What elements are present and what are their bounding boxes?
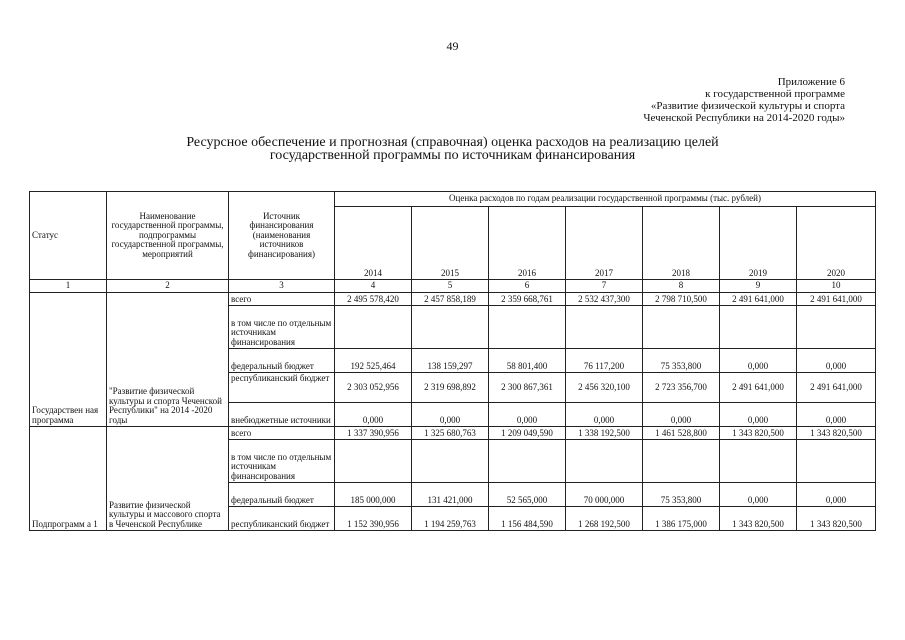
value-cell <box>720 306 797 349</box>
table-row <box>30 427 876 440</box>
value-cell: 2 491 641,000 <box>797 293 876 306</box>
source-cell: федеральный бюджет <box>229 349 335 373</box>
source-cell: в том числе по отдельным источникам финансирования <box>229 306 335 349</box>
value-cell <box>489 306 566 349</box>
header-year: 2014 <box>335 207 412 280</box>
value-cell: 52 565,000 <box>489 483 566 507</box>
value-cell: 1 194 259,763 <box>412 507 489 531</box>
value-cell: 1 343 820,500 <box>797 507 876 531</box>
value-cell: 1 337 390,956 <box>335 427 412 440</box>
value-cell <box>412 306 489 349</box>
value-cell: 192 525,464 <box>335 349 412 373</box>
value-cell: 0,000 <box>643 403 720 427</box>
value-cell: 0,000 <box>797 403 876 427</box>
value-cell: 2 491 641,000 <box>720 373 797 403</box>
value-cell <box>566 306 643 349</box>
header-year: 2018 <box>643 207 720 280</box>
header-name: Наименование государственной программы, подпрограммы государственной программы, мероприятий <box>107 192 229 280</box>
value-cell <box>335 440 412 483</box>
value-cell: 2 303 052,956 <box>335 373 412 403</box>
page-number: 49 <box>446 39 459 53</box>
value-cell <box>412 440 489 483</box>
header-estimate: Оценка расходов по годам реализации государственной программы (тыс. рублей) <box>335 192 876 207</box>
source-cell: федеральный бюджет <box>229 483 335 507</box>
value-cell: 0,000 <box>335 403 412 427</box>
program-name-cell: "Развитие физической культуры и спорта Чеченской Республики" на 2014 -2020 годы <box>107 293 229 427</box>
value-cell: 0,000 <box>797 349 876 373</box>
value-cell: 1 209 049,590 <box>489 427 566 440</box>
value-cell: 2 495 578,420 <box>335 293 412 306</box>
index-cell: 8 <box>643 280 720 293</box>
value-cell: 0,000 <box>797 483 876 507</box>
value-cell: 2 359 668,761 <box>489 293 566 306</box>
index-cell: 9 <box>720 280 797 293</box>
value-cell: 2 319 698,892 <box>412 373 489 403</box>
title-line: Ресурсное обеспечение и прогнозная (справочная) оценка расходов на реализацию целей <box>186 135 719 150</box>
value-cell: 1 325 680,763 <box>412 427 489 440</box>
value-cell: 0,000 <box>720 403 797 427</box>
value-cell: 1 343 820,500 <box>720 507 797 531</box>
value-cell <box>643 306 720 349</box>
value-cell: 0,000 <box>720 349 797 373</box>
source-cell: республиканский бюджет <box>229 507 335 531</box>
source-cell: в том числе по отдельным источникам финансирования <box>229 440 335 483</box>
value-cell: 0,000 <box>489 403 566 427</box>
value-cell: 0,000 <box>720 483 797 507</box>
value-cell: 0,000 <box>412 403 489 427</box>
value-cell <box>720 440 797 483</box>
value-cell: 58 801,400 <box>489 349 566 373</box>
value-cell: 75 353,800 <box>643 483 720 507</box>
appendix-line: к государственной программе <box>705 88 845 100</box>
header-year: 2019 <box>720 207 797 280</box>
value-cell: 1 386 175,000 <box>643 507 720 531</box>
value-cell <box>643 440 720 483</box>
value-cell: 1 268 192,500 <box>566 507 643 531</box>
value-cell: 2 723 356,700 <box>643 373 720 403</box>
index-cell: 2 <box>107 280 229 293</box>
index-cell: 6 <box>489 280 566 293</box>
value-cell: 2 456 320,100 <box>566 373 643 403</box>
status-cell: Подпрограмм а 1 <box>30 427 107 531</box>
value-cell: 2 457 858,189 <box>412 293 489 306</box>
value-cell: 1 461 528,800 <box>643 427 720 440</box>
index-cell: 1 <box>30 280 107 293</box>
header-source: Источник финансирования (наименования источников финансирования) <box>229 192 335 280</box>
value-cell: 2 532 437,300 <box>566 293 643 306</box>
value-cell: 131 421,000 <box>412 483 489 507</box>
index-cell: 5 <box>412 280 489 293</box>
value-cell <box>335 306 412 349</box>
value-cell: 70 000,000 <box>566 483 643 507</box>
value-cell: 2 491 641,000 <box>720 293 797 306</box>
value-cell: 1 156 484,590 <box>489 507 566 531</box>
header-status: Статус <box>30 192 107 280</box>
value-cell <box>489 440 566 483</box>
value-cell <box>797 440 876 483</box>
status-cell: Государствен ная программа <box>30 293 107 427</box>
value-cell: 2 300 867,361 <box>489 373 566 403</box>
header-year: 2015 <box>412 207 489 280</box>
budget-table <box>29 191 876 531</box>
value-cell: 185 000,000 <box>335 483 412 507</box>
title-line: государственной программы по источникам финансирования <box>269 148 636 163</box>
index-cell: 7 <box>566 280 643 293</box>
value-cell: 2 798 710,500 <box>643 293 720 306</box>
value-cell: 2 491 641,000 <box>797 373 876 403</box>
document-title <box>0 136 905 162</box>
value-cell: 0,000 <box>566 403 643 427</box>
source-cell: всего <box>229 293 335 306</box>
value-cell <box>797 306 876 349</box>
value-cell: 75 353,800 <box>643 349 720 373</box>
value-cell: 1 152 390,956 <box>335 507 412 531</box>
appendix-line: Приложение 6 <box>777 76 845 88</box>
index-cell: 4 <box>335 280 412 293</box>
source-cell: всего <box>229 427 335 440</box>
appendix-block <box>643 76 845 124</box>
value-cell <box>566 440 643 483</box>
value-cell: 1 343 820,500 <box>720 427 797 440</box>
header-year: 2017 <box>566 207 643 280</box>
header-year: 2020 <box>797 207 876 280</box>
value-cell: 138 159,297 <box>412 349 489 373</box>
source-cell: внебюджетные источники <box>229 403 335 427</box>
value-cell: 1 343 820,500 <box>797 427 876 440</box>
table-row <box>30 293 876 306</box>
index-cell: 10 <box>797 280 876 293</box>
value-cell: 1 338 192,500 <box>566 427 643 440</box>
program-name-cell: Развитие физической культуры и массового спорта в Чеченской Республике <box>107 427 229 531</box>
index-cell: 3 <box>229 280 335 293</box>
value-cell: 76 117,200 <box>566 349 643 373</box>
header-year: 2016 <box>489 207 566 280</box>
source-cell: республиканский бюджет <box>229 373 335 403</box>
appendix-line: Чеченской Республики на 2014-2020 годы» <box>643 112 845 124</box>
appendix-line: «Развитие физической культуры и спорта <box>650 100 845 112</box>
